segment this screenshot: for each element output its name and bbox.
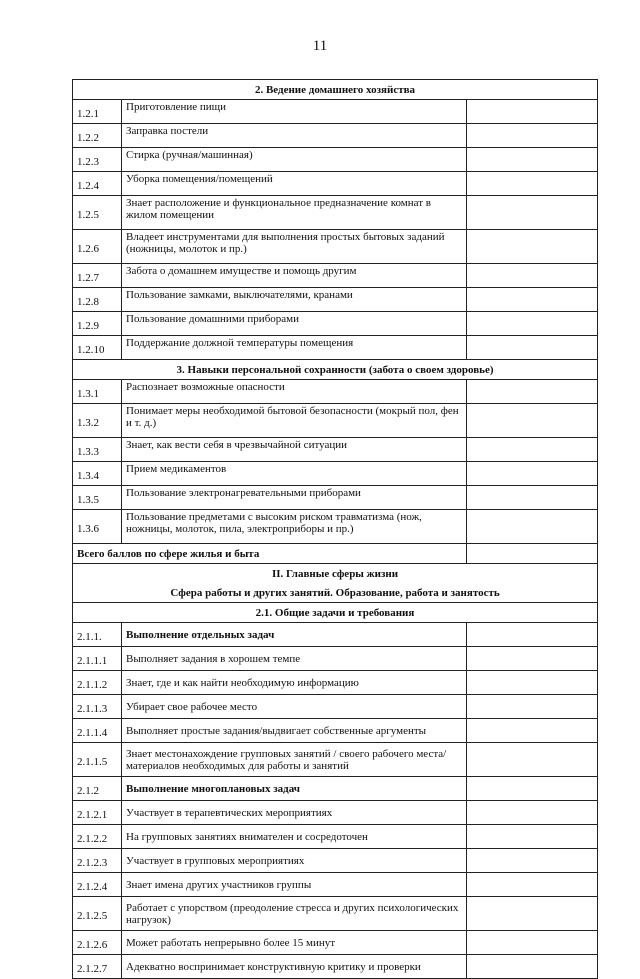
score-cell — [467, 873, 598, 897]
score-cell — [467, 438, 598, 462]
item-number: 2.1.2.1 — [73, 801, 122, 825]
table-row — [73, 743, 598, 777]
item-text: Знает расположение и функциональное предназначение комнат в жилом помещении — [122, 196, 467, 230]
item-text: Поддержание должной температуры помещения — [122, 336, 467, 360]
score-cell — [467, 462, 598, 486]
score-cell — [467, 486, 598, 510]
score-cell — [467, 695, 598, 719]
score-cell — [467, 230, 598, 264]
section-header — [73, 564, 598, 584]
score-cell — [467, 743, 598, 777]
item-number: 1.2.6 — [73, 230, 122, 264]
section-title: 2.1. Общие задачи и требования — [73, 603, 598, 623]
table-row — [73, 196, 598, 230]
item-text: Знает местонахождение групповых занятий / своего рабочего места/ материалов необходимых для работы и занятий — [122, 743, 467, 777]
table-row — [73, 873, 598, 897]
score-cell — [467, 623, 598, 647]
table-row — [73, 124, 598, 148]
score-cell — [467, 100, 598, 124]
item-text: Может работать непрерывно более 15 минут — [122, 931, 467, 955]
table-row — [73, 312, 598, 336]
table-row — [73, 825, 598, 849]
page-number: 11 — [312, 38, 328, 54]
item-number: 2.1.2.3 — [73, 849, 122, 873]
score-cell — [467, 336, 598, 360]
item-number: 2.1.2.4 — [73, 873, 122, 897]
item-number: 1.3.6 — [73, 510, 122, 544]
item-number: 2.1.1.4 — [73, 719, 122, 743]
item-text: Приготовление пищи — [122, 100, 467, 124]
item-number: 1.2.4 — [73, 172, 122, 196]
item-number: 1.3.4 — [73, 462, 122, 486]
table-row — [73, 148, 598, 172]
table-row — [73, 380, 598, 404]
score-cell — [467, 801, 598, 825]
item-number: 2.1.1.3 — [73, 695, 122, 719]
table-row — [73, 510, 598, 544]
item-text: Выполнение многоплановых задач — [122, 777, 467, 801]
item-number: 1.2.7 — [73, 264, 122, 288]
score-cell — [467, 777, 598, 801]
item-text: Уборка помещения/помещений — [122, 172, 467, 196]
table-row — [73, 486, 598, 510]
score-cell — [467, 510, 598, 544]
item-number: 1.2.2 — [73, 124, 122, 148]
item-number: 1.3.3 — [73, 438, 122, 462]
item-text: Работает с упорством (преодоление стресса и других психологических нагрузок) — [122, 897, 467, 931]
section-title: 2. Ведение домашнего хозяйства — [73, 80, 598, 100]
item-number: 2.1.1.2 — [73, 671, 122, 695]
table-row — [73, 801, 598, 825]
section-title: II. Главные сферы жизни — [73, 564, 598, 584]
section-title: Сфера работы и других занятий. Образование, работа и занятость — [73, 583, 598, 603]
section-header — [73, 583, 598, 603]
score-cell — [467, 897, 598, 931]
item-number: 2.1.2 — [73, 777, 122, 801]
table-row — [73, 264, 598, 288]
score-cell — [467, 148, 598, 172]
item-text: Выполняет задания в хорошем темпе — [122, 647, 467, 671]
section-header — [73, 360, 598, 380]
table-row — [73, 955, 598, 979]
item-number: 2.1.2.2 — [73, 825, 122, 849]
table-row — [73, 438, 598, 462]
item-number: 1.3.5 — [73, 486, 122, 510]
table-row — [73, 100, 598, 124]
score-cell — [467, 124, 598, 148]
table-row — [73, 336, 598, 360]
score-cell — [467, 671, 598, 695]
score-cell — [467, 955, 598, 979]
item-text: Выполняет простые задания/выдвигает собственные аргументы — [122, 719, 467, 743]
score-cell — [467, 312, 598, 336]
item-number: 2.1.1. — [73, 623, 122, 647]
item-text: Забота о домашнем имуществе и помощь другим — [122, 264, 467, 288]
score-cell — [467, 647, 598, 671]
item-number: 1.2.9 — [73, 312, 122, 336]
table-row — [73, 288, 598, 312]
item-text: Прием медикаментов — [122, 462, 467, 486]
item-text: Выполнение отдельных задач — [122, 623, 467, 647]
item-text: Пользование замками, выключателями, кранами — [122, 288, 467, 312]
item-number: 1.2.10 — [73, 336, 122, 360]
score-cell — [467, 825, 598, 849]
item-number: 2.1.2.5 — [73, 897, 122, 931]
table-row — [73, 695, 598, 719]
section-header — [73, 603, 598, 623]
item-text: Участвует в терапевтических мероприятиях — [122, 801, 467, 825]
item-number: 1.3.1 — [73, 380, 122, 404]
table-row — [73, 462, 598, 486]
item-text: Пользование предметами с высоким риском травматизма (нож, ножницы, молоток, пила, электроприборы и пр.) — [122, 510, 467, 544]
score-cell — [467, 404, 598, 438]
item-number: 1.2.3 — [73, 148, 122, 172]
table-row — [73, 230, 598, 264]
item-number: 1.3.2 — [73, 404, 122, 438]
item-number: 1.2.1 — [73, 100, 122, 124]
item-text: Пользование домашними приборами — [122, 312, 467, 336]
item-number: 1.2.5 — [73, 196, 122, 230]
table-row — [73, 404, 598, 438]
section-title: 3. Навыки персональной сохранности (забота о своем здоровье) — [73, 360, 598, 380]
item-text: Владеет инструментами для выполнения простых бытовых заданий (ножницы, молоток и пр.) — [122, 230, 467, 264]
item-text: На групповых занятиях внимателен и сосредоточен — [122, 825, 467, 849]
score-cell — [467, 288, 598, 312]
item-text: Понимает меры необходимой бытовой безопасности (мокрый пол, фен и т. д.) — [122, 404, 467, 438]
item-text: Знает, как вести себя в чрезвычайной ситуации — [122, 438, 467, 462]
item-number: 2.1.1.5 — [73, 743, 122, 777]
item-text: Убирает свое рабочее место — [122, 695, 467, 719]
item-number: 2.1.2.6 — [73, 931, 122, 955]
item-text: Пользование электронагревательными приборами — [122, 486, 467, 510]
item-text: Стирка (ручная/машинная) — [122, 148, 467, 172]
total-label: Всего баллов по сфере жилья и быта — [73, 544, 467, 564]
score-cell — [467, 544, 598, 564]
table-row — [73, 172, 598, 196]
table-row — [73, 647, 598, 671]
table-row — [73, 719, 598, 743]
item-text: Адекватно воспринимает конструктивную критику и проверки — [122, 955, 467, 979]
score-cell — [467, 264, 598, 288]
score-cell — [467, 380, 598, 404]
item-text: Знает, где и как найти необходимую информацию — [122, 671, 467, 695]
item-number: 2.1.2.7 — [73, 955, 122, 979]
table-row — [73, 777, 598, 801]
table-row — [73, 849, 598, 873]
score-cell — [467, 931, 598, 955]
score-cell — [467, 196, 598, 230]
table-row — [73, 931, 598, 955]
score-cell — [467, 172, 598, 196]
assessment-table — [72, 79, 598, 979]
item-number: 2.1.1.1 — [73, 647, 122, 671]
item-text: Участвует в групповых мероприятиях — [122, 849, 467, 873]
item-text: Заправка постели — [122, 124, 467, 148]
total-row — [73, 544, 598, 564]
table-row — [73, 671, 598, 695]
item-number: 1.2.8 — [73, 288, 122, 312]
score-cell — [467, 849, 598, 873]
score-cell — [467, 719, 598, 743]
item-text: Распознает возможные опасности — [122, 380, 467, 404]
section-header — [73, 80, 598, 100]
table-row — [73, 897, 598, 931]
table-row — [73, 623, 598, 647]
item-text: Знает имена других участников группы — [122, 873, 467, 897]
